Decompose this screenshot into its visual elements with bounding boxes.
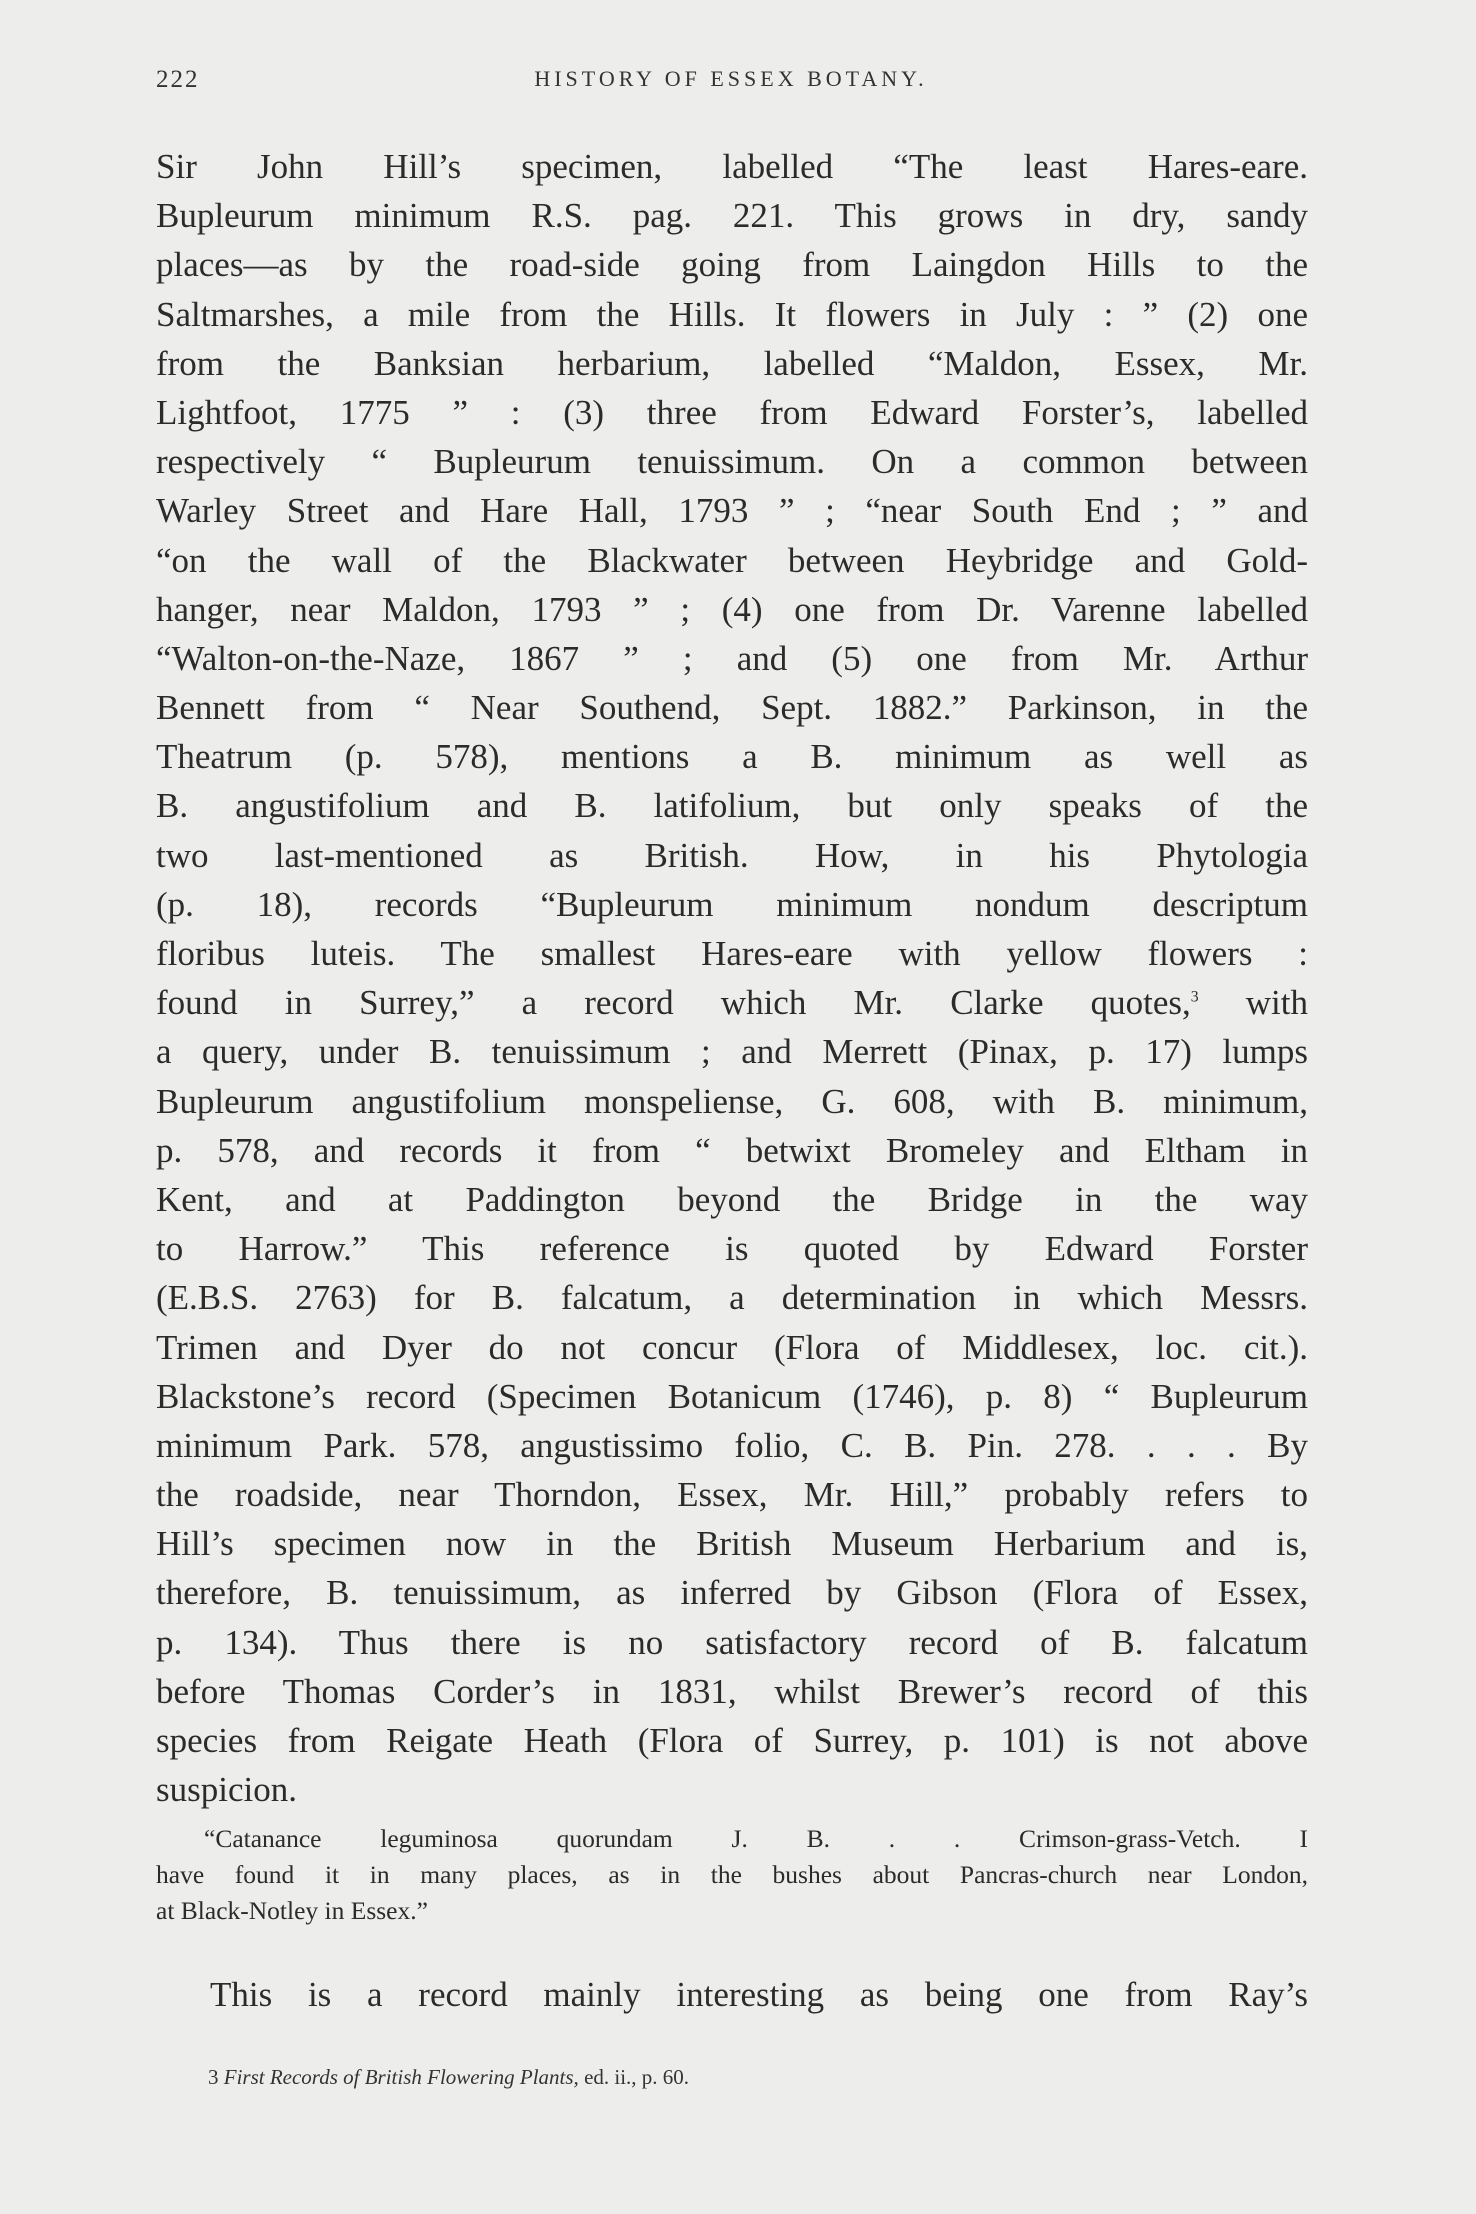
quote-line: at Black-Notley in Essex.”	[156, 1896, 428, 1925]
text-line: Blackstone’s record (Specimen Botanicum (1746), p. 8) “ Bupleurum	[156, 1376, 1308, 1416]
text-line: This is a record mainly interesting as being one from Ray’s	[210, 1975, 1308, 2014]
text-line: minimum Park. 578, angustissimo folio, C. B. Pin. 278. . . . By	[156, 1425, 1308, 1465]
text-line: Saltmarshes, a mile from the Hills. It flowers in July : ” (2) one	[156, 294, 1308, 334]
text-line: species from Reigate Heath (Flora of Surrey, p. 101) is not above	[156, 1721, 1308, 1760]
text-line: to Harrow.” This reference is quoted by Edward Forster	[156, 1229, 1308, 1269]
text-line: Trimen and Dyer do not concur (Flora of Middlesex, loc. cit.).	[156, 1327, 1308, 1367]
text-line: Kent, and at Paddington beyond the Bridge in the way	[156, 1179, 1308, 1219]
text-line: before Thomas Corder’s in 1831, whilst Brewer’s record of this	[156, 1671, 1308, 1711]
text-line: a query, under B. tenuissimum ; and Merrett (Pinax, p. 17) lumps	[156, 1032, 1308, 1072]
line-text: found in Surrey,” a record which Mr. Clarke quotes,	[156, 983, 1191, 1023]
following-paragraph	[156, 1970, 1308, 2019]
text-line: respectively “ Bupleurum tenuissimum. On a common between	[156, 442, 1308, 482]
text-line: “on the wall of the Blackwater between Heybridge and Gold-	[156, 540, 1308, 580]
block-quote	[156, 1821, 1308, 1929]
text-line: Sir John Hill’s specimen, labelled “The least Hares-eare.	[156, 147, 1308, 186]
text-line-with-footnote-ref	[156, 978, 1308, 1027]
text-line: floribus luteis. The smallest Hares-eare with yellow flowers :	[156, 934, 1308, 973]
text-line: from the Banksian herbarium, labelled “Maldon, Essex, Mr.	[156, 343, 1308, 383]
text-line: Theatrum (p. 578), mentions a B. minimum as well as	[156, 737, 1308, 777]
text-line: B. angustifolium and B. latifolium, but only speaks of the	[156, 786, 1308, 826]
text-line: Bupleurum angustifolium monspeliense, G. 608, with B. minimum,	[156, 1081, 1308, 1121]
text-line: Bupleurum minimum R.S. pag. 221. This grows in dry, sandy	[156, 196, 1308, 236]
main-paragraph	[156, 142, 1308, 1814]
text-line: places—as by the road-side going from Laingdon Hills to the	[156, 245, 1308, 285]
footnote-number: 3	[208, 2065, 219, 2089]
text-line: “Walton-on-the-Naze, 1867 ” ; and (5) one from Mr. Arthur	[156, 638, 1308, 678]
text-line: Lightfoot, 1775 ” : (3) three from Edward Forster’s, labelled	[156, 392, 1308, 432]
text-line: hanger, near Maldon, 1793 ” ; (4) one from Dr. Varenne labelled	[156, 589, 1308, 629]
text-line: (E.B.S. 2763) for B. falcatum, a determination in which Messrs.	[156, 1278, 1308, 1318]
line-text-tail: with	[1198, 983, 1308, 1023]
text-line: two last-mentioned as British. How, in his Phytologia	[156, 835, 1308, 875]
text-line: therefore, B. tenuissimum, as inferred by Gibson (Flora of Essex,	[156, 1573, 1308, 1613]
text-line: (p. 18), records “Bupleurum minimum nondum descriptum	[156, 884, 1308, 924]
footnote-ref: 3	[1190, 988, 1199, 1006]
text-line: Hill’s specimen now in the British Museum Herbarium and is,	[156, 1524, 1308, 1564]
footnote-title: First Records of British Flowering Plants,	[223, 2065, 579, 2089]
text-line: p. 134). Thus there is no satisfactory record of B. falcatum	[156, 1622, 1308, 1662]
footnote-text: ed. ii., p. 60.	[584, 2065, 690, 2089]
quote-line: have found it in many places, as in the bushes about Pancras-church near London,	[156, 1860, 1308, 1889]
text-line: Bennett from “ Near Southend, Sept. 1882.” Parkinson, in the	[156, 688, 1308, 728]
text-line: suspicion.	[156, 1770, 297, 1810]
text-line: the roadside, near Thorndon, Essex, Mr. Hill,” probably refers to	[156, 1475, 1308, 1515]
running-head	[156, 66, 1306, 106]
text-line: p. 578, and records it from “ betwixt Bromeley and Eltham in	[156, 1130, 1308, 1170]
page-number: 222	[156, 66, 200, 93]
quote-line: “Catanance leguminosa quorundam J. B. . . Crimson-grass-Vetch. I	[204, 1824, 1308, 1853]
footnote	[208, 2062, 1308, 2092]
text-line: Warley Street and Hare Hall, 1793 ” ; “near South End ; ” and	[156, 491, 1308, 531]
running-title: HISTORY OF ESSEX BOTANY.	[534, 66, 928, 91]
